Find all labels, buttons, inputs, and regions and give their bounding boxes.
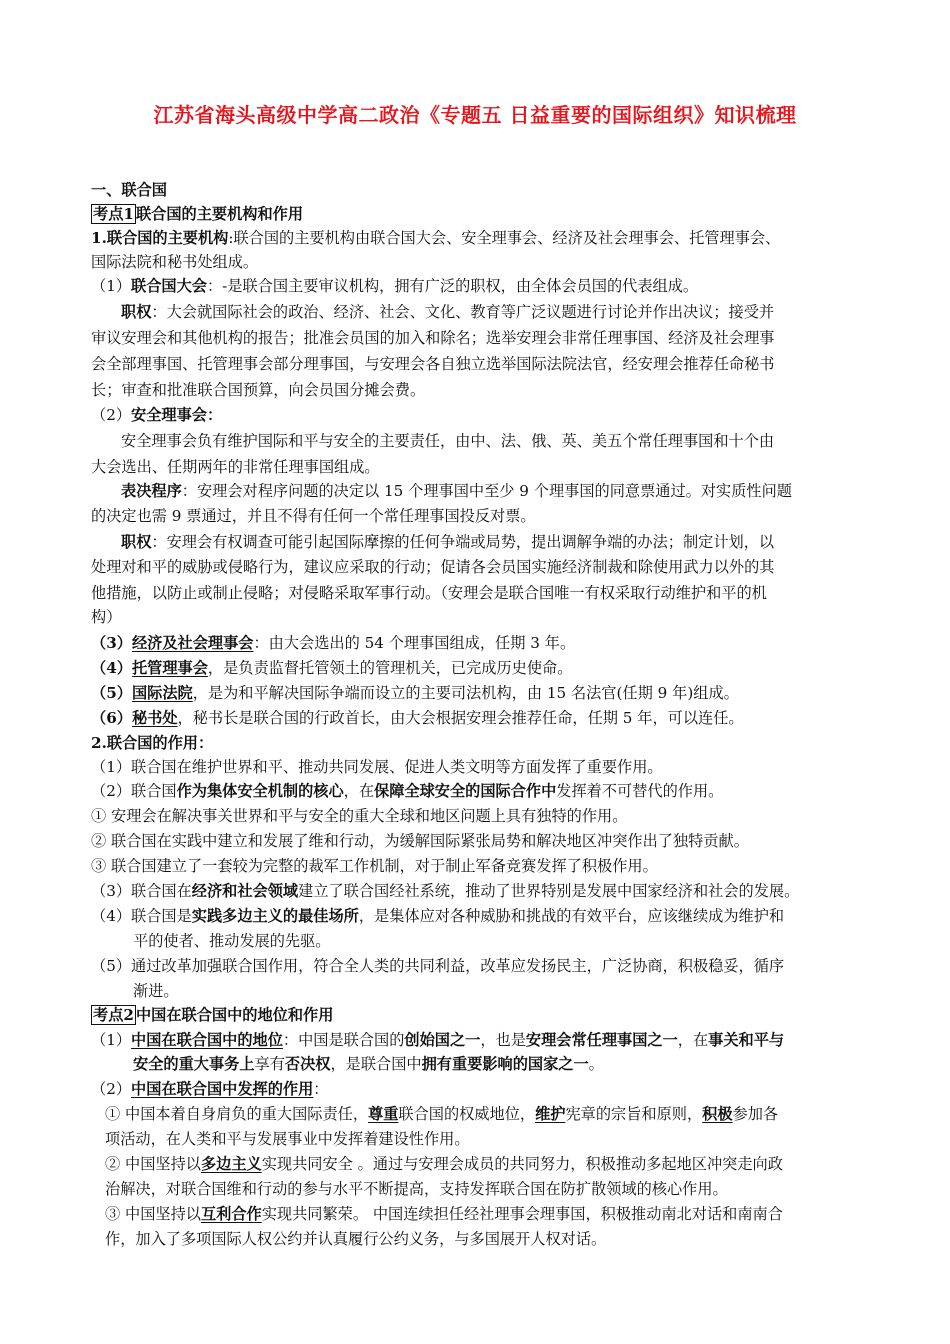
paragraph-line: 会全部理事国、托管理事会部分理事国，与安理会各自独立选举国际法院法官，经安理会推荐任命秘书 (91, 355, 775, 373)
emphasis: 安全的重大事务上 (133, 1055, 255, 1073)
paragraph-line: 长；审查和批准联合国预算，向会员国分摊会费。 (91, 381, 426, 399)
text: ：大会就国际社会的政治、经济、社会、文化、教育等广泛议题进行讨论并作出决议；接受并 (151, 303, 775, 321)
text: ，在 (677, 1031, 709, 1049)
text: 实现共同安全 。通过与安理会成员的共同努力，积极推动多起地区冲突走向政 (261, 1155, 783, 1173)
text: 。 (588, 1055, 604, 1073)
text: 联合国的权威地位， (398, 1105, 536, 1123)
item-number: （2） (91, 406, 132, 424)
item-number: （3） (91, 634, 132, 652)
paragraph-line: 大会选出、任期两年的非常任理事国组成。 (91, 458, 380, 476)
emphasis: 维护 (535, 1105, 566, 1123)
exam-point-box: 考点2 (93, 1006, 134, 1024)
china-role-subitem-1 (91, 1104, 866, 1124)
text: ① 中国本着自身肩负的重大国际责任， (105, 1105, 369, 1123)
role-subitem: ③ 联合国建立了一套较为完整的裁军工作机制，对于制止军备竞赛发挥了积极作用。 (91, 857, 658, 875)
item-number: （4） (91, 659, 132, 677)
emphasis: 尊重 (368, 1105, 399, 1123)
emphasis: 积极 (702, 1105, 733, 1123)
exam-point-box: 考点1 (93, 205, 134, 223)
role-item-1: （1）联合国在维护世界和平、推动共同发展、促进人类文明等方面发挥了重要作用。 (91, 758, 663, 776)
paragraph-line: 作，加入了多项国际人权公约并认真履行公约义务，与多国展开人权对话。 (105, 1230, 607, 1248)
paragraph-line: 的决定也需 9 票通过，并且不得有任何一个常任理事国投反对票。 (91, 507, 536, 525)
text: ：由大会选出的 54 个理事国组成，任期 3 年。 (253, 634, 576, 652)
item-number: （2） (91, 1080, 132, 1098)
paragraph-line: 渐进。 (133, 982, 179, 1000)
text: ，是联合国中 (330, 1055, 422, 1073)
label: 职权 (121, 533, 152, 551)
text: （2）联合国 (91, 782, 177, 800)
text: ，也是 (480, 1031, 526, 1049)
text: ，秘书长是联合国的行政首长，由大会根据安理会推荐任命，任期 5 年，可以连任。 (177, 709, 744, 727)
voting-procedure (91, 481, 866, 501)
text: （3）联合国在 (91, 882, 192, 900)
role-subitem: ② 联合国在实践中建立和发展了维和行动，为缓解国际紧张局势和解决地区冲突作出了独特贡献。 (91, 832, 749, 850)
emphasis: 事关和平与 (708, 1031, 785, 1049)
paragraph-line: 治解决，对联合国维和行动的参与水平不断提高，支持发挥联合国在防扩散领域的核心作用。 (105, 1180, 728, 1198)
item-number: （6） (91, 709, 132, 727)
emphasis: 多边主义 (200, 1155, 262, 1173)
text: 发挥着不可替代的作用。 (556, 782, 724, 800)
subheading-un-role: 2.联合国的作用： (91, 734, 214, 752)
subheading: 1.联合国的主要机构 (91, 229, 229, 247)
general-assembly-item (91, 276, 866, 296)
item-title: 安全理事会： (131, 406, 223, 424)
text: ：中国是联合国的 (282, 1031, 405, 1049)
text: （4）联合国是 (91, 907, 192, 925)
emphasis: 中国在联合国中的地位 (131, 1031, 283, 1049)
exam-point-2-heading (91, 1005, 866, 1025)
emphasis: 拥有重要影响的国家之一 (421, 1055, 589, 1073)
emphasis: 作为集体安全机制的核心 (176, 782, 344, 800)
item-title: 托管理事会 (131, 659, 208, 677)
text: 宪章的宗旨和原则， (565, 1105, 703, 1123)
ecosoc-item (91, 633, 866, 653)
role-item-4 (91, 906, 866, 926)
text: 实现共同繁荣。 中国连续担任经社理事会理事国，积极推动南北对话和南南合 (261, 1205, 783, 1223)
exam-point-title: 联合国的主要机构和作用 (135, 205, 304, 223)
text: :联合国的主要机构由联合国大会、安全理事会、经济及社会理事会、托管理事会、 (228, 229, 781, 247)
role-item-3 (91, 881, 866, 901)
emphasis: 中国在联合国中发挥的作用 (131, 1080, 314, 1098)
paragraph-main-organs (91, 228, 866, 248)
item-number: （1） (91, 277, 132, 295)
secretariat-item (91, 708, 866, 728)
item-title: 秘书处 (131, 709, 178, 727)
trusteeship-item (91, 658, 866, 678)
text: 参加各 (732, 1105, 779, 1123)
role-item-5: （5）通过改革加强联合国作用，符合全人类的共同利益，改革应发扬民主，广泛协商，积极稳妥，循序 (91, 957, 785, 975)
paragraph-line: 安全理事会负有维护国际和平与安全的主要责任，由中、法、俄、英、美五个常任理事国和十个由 (121, 432, 775, 450)
paragraph-line: 处理对和平的威胁或侵略行为，建议应采取的行动；促请各会员国实施经济制裁和除使用武力以外的其 (91, 558, 775, 576)
text: 享有 (254, 1055, 285, 1073)
china-role-subitem-2 (91, 1154, 866, 1174)
paragraph-line: 国际法院和秘书处组成。 (91, 253, 259, 271)
exam-point-1-heading (91, 204, 866, 224)
china-status-item (91, 1030, 866, 1050)
item-number: （5） (91, 684, 132, 702)
emphasis: 经济和社会领域 (191, 882, 299, 900)
china-status-line-2 (91, 1054, 866, 1074)
text: ，是集体应对各种威胁和挑战的有效平台，应该继续成为维护和 (358, 907, 785, 925)
emphasis: 互利合作 (200, 1205, 262, 1223)
text: ，是为和平解决国际争端而设立的主要司法机构，由 15 名法官(任期 9 年)组成。 (192, 684, 739, 702)
china-role-subitem-3 (91, 1204, 866, 1224)
emphasis: 创始国之一 (404, 1031, 481, 1049)
paragraph-line: 平的使者、推动发展的先驱。 (133, 932, 331, 950)
china-role-item (91, 1079, 866, 1099)
label: 表决程序 (121, 482, 182, 500)
section-heading-un: 一、联合国 (91, 181, 167, 199)
paragraph-line: 项活动，在人类和平与发展事业中发挥着建设性作用。 (105, 1130, 470, 1148)
text: ，在 (343, 782, 375, 800)
text: ：-是联合国主要审议机构，拥有广泛的职权，由全体会员国的代表组成。 (206, 277, 699, 295)
text: 建立了联合国经社系统，推动了世界特别是发展中国家经济和社会的发展。 (298, 882, 800, 900)
emphasis: 否决权 (284, 1055, 331, 1073)
text: ③ 中国坚持以 (105, 1205, 201, 1223)
text: ： (313, 1080, 329, 1098)
text: ② 中国坚持以 (105, 1155, 201, 1173)
emphasis: 实践多边主义的最佳场所 (191, 907, 359, 925)
text: ，是负责监督托管领土的管理机关，已完成历史使命。 (207, 659, 573, 677)
paragraph-line: 他措施，以防止或制止侵略；对侵略采取军事行动。（安理会是联合国唯一有权采取行动维护和平的机 (91, 584, 767, 602)
security-council-powers (91, 532, 866, 552)
item-title: 国际法院 (131, 684, 193, 702)
item-title: 经济及社会理事会 (131, 634, 254, 652)
emphasis: 安理会常任理事国之一 (525, 1031, 678, 1049)
label: 职权 (121, 303, 152, 321)
icj-item (91, 683, 866, 703)
item-number: （1） (91, 1031, 132, 1049)
paragraph-line: 构） (91, 608, 122, 626)
item-title: 联合国大会 (131, 277, 207, 295)
exam-point-title: 中国在联合国中的地位和作用 (135, 1006, 334, 1024)
document-title: 江苏省海头高级中学高二政治《专题五 日益重要的国际组织》知识梳理 (153, 103, 797, 127)
general-assembly-powers (91, 302, 866, 322)
role-item-2 (91, 781, 866, 801)
security-council-item (91, 405, 866, 425)
text: ：安理会对程序问题的决定以 15 个理事国中至少 9 个理事国的同意票通过。对实质性问题 (181, 482, 792, 500)
emphasis: 保障全球安全的国际合作中 (374, 782, 557, 800)
text: ：安理会有权调查可能引起国际摩擦的任何争端或局势，提出调解争端的办法；制定计划，以 (151, 533, 775, 551)
paragraph-line: 审议安理会和其他机构的报告；批准会员国的加入和除名；选举安理会非常任理事国、经济及社会理事 (91, 329, 775, 347)
role-subitem: ① 安理会在解决事关世界和平与安全的重大全球和地区问题上具有独特的作用。 (91, 807, 628, 825)
